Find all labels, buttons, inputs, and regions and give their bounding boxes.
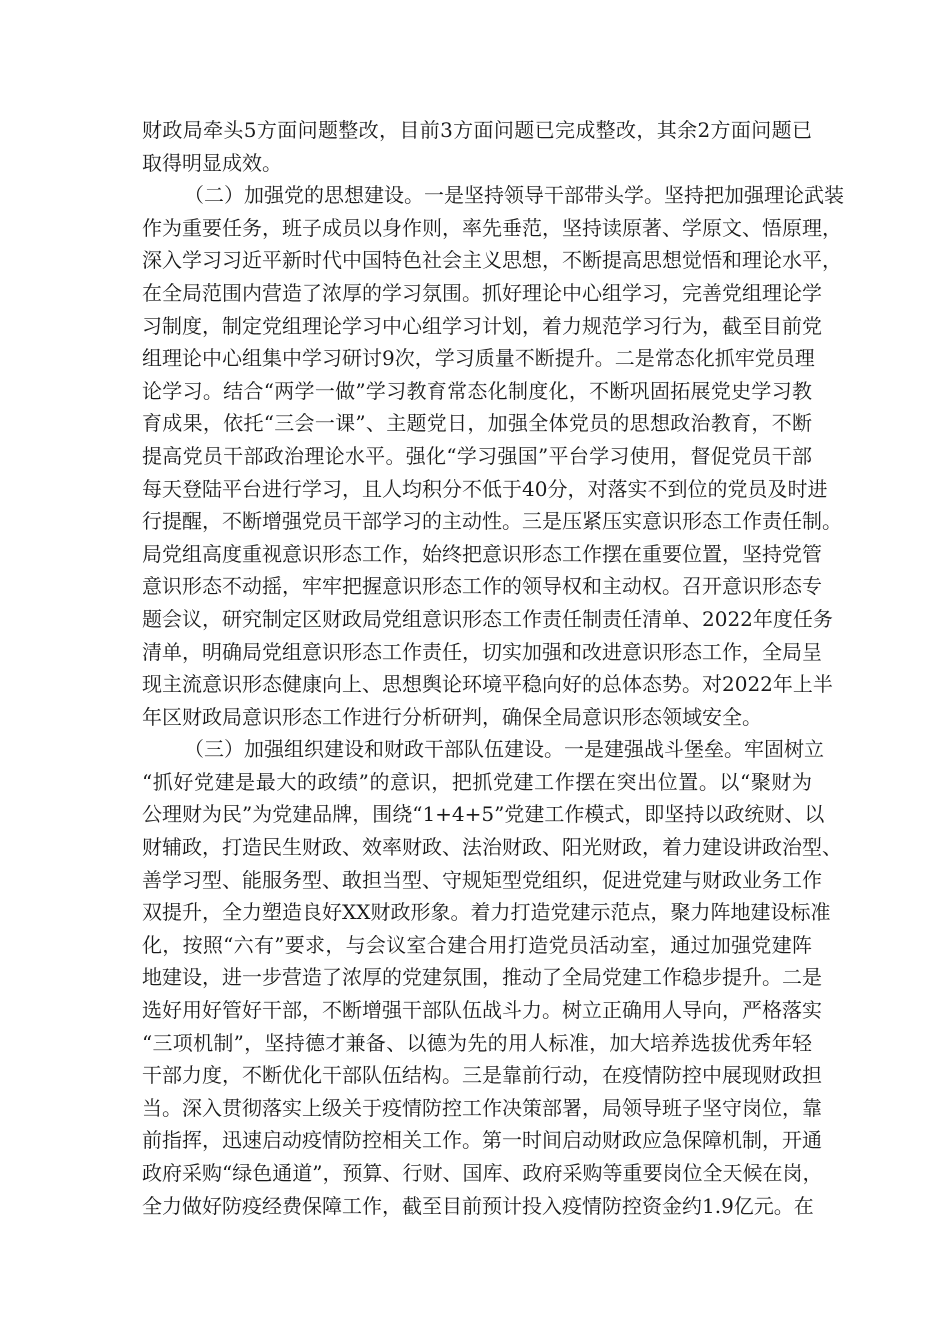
text-line: 在全局范围内营造了浓厚的学习氛围。抓好理论中心组学习，完善党组理论学 (142, 280, 822, 305)
text-line: 财辅政，打造民生财政、效率财政、法治财政、阳光财政，着力建设讲政治型、 (142, 835, 842, 860)
text-line: 全力做好防疫经费保障工作，截至目前预计投入疫情防控资金约1.9亿元。在 (142, 1193, 814, 1218)
text-line: 提高党员干部政治理论水平。强化“学习强国”平台学习使用，督促党员干部 (142, 443, 812, 468)
text-line: 育成果，依托“三会一课”、主题党日，加强全体党员的思想政治教育，不断 (142, 411, 812, 436)
text-line: 局党组高度重视意识形态工作，始终把意识形态工作摆在重要位置，坚持党管 (142, 541, 822, 566)
text-line: 深入学习习近平新时代中国特色社会主义思想，不断提高思想觉悟和理论水平， (142, 248, 842, 273)
text-line: 选好用好管好干部，不断增强干部队伍战斗力。树立正确用人导向，严格落实 (142, 998, 822, 1023)
text-line: 当。深入贯彻落实上级关于疫情防控工作决策部署，局领导班子坚守岗位，靠 (142, 1095, 822, 1120)
text-line: 善学习型、能服务型、敢担当型、守规矩型党组织，促进党建与财政业务工作 (142, 867, 822, 892)
text-line: “抓好党建是最大的政绩”的意识，把抓党建工作摆在突出位置。以“聚财为 (142, 769, 812, 794)
text-line: 行提醒，不断增强党员干部学习的主动性。三是压紧压实意识形态工作责任制。 (142, 509, 842, 534)
text-line: 年区财政局意识形态工作进行分析研判，确保全局意识形态领域安全。 (142, 704, 762, 729)
paragraph-3-start: （三）加强组织建设和财政干部队伍建设。一是建强战斗堡垒。牢固树立 (184, 737, 824, 762)
text-line: 论学习。结合“两学一做”学习教育常态化制度化，不断巩固拓展党史学习教 (142, 378, 812, 403)
text-line: 政府采购“绿色通道”，预算、行财、国库、政府采购等重要岗位全天候在岗， (142, 1161, 823, 1185)
text-line: 清单，明确局党组意识形态工作责任，切实加强和改进意识形态工作，全局呈 (142, 639, 822, 664)
document-body (142, 114, 844, 1222)
text-line: 取得明显成效。 (142, 150, 282, 175)
text-line: 地建设，进一步营造了浓厚的党建氛围，推动了全局党建工作稳步提升。二是 (142, 965, 822, 990)
text-line: 每天登陆平台进行学习，且人均积分不低于40分，对落实不到位的党员及时进 (142, 476, 828, 501)
text-line: 现主流意识形态健康向上、思想舆论环境平稳向好的总体态势。对2022年上半 (142, 672, 833, 697)
text-line: 财政局牵头5方面问题整改，目前3方面问题已完成整改，其余2方面问题已 (142, 118, 812, 142)
text-line: 题会议，研究制定区财政局党组意识形态工作责任制责任清单、2022年度任务 (142, 606, 833, 631)
text-line: 公理财为民”为党建品牌，围绕“1+4+5”党建工作模式，即坚持以政统财、以 (142, 802, 825, 827)
text-line: 组理论中心组集中学习研讨9次，学习质量不断提升。二是常态化抓牢党员理 (142, 346, 815, 371)
text-line: “三项机制”，坚持德才兼备、以德为先的用人标准，加大培养选拔优秀年轻 (142, 1030, 812, 1055)
text-line: 习制度，制定党组理论学习中心组学习计划，着力规范学习行为，截至目前党 (142, 313, 822, 338)
text-line: 干部力度，不断优化干部队伍结构。三是靠前行动，在疫情防控中展现财政担 (142, 1063, 822, 1088)
text-line: 前指挥，迅速启动疫情防控相关工作。第一时间启动财政应急保障机制，开通 (142, 1128, 822, 1153)
text-line: 作为重要任务，班子成员以身作则，率先垂范，坚持读原著、学原文、悟原理， (142, 215, 842, 240)
text-line: 双提升，全力塑造良好XX财政形象。着力打造党建示范点，聚力阵地建设标准 (142, 900, 831, 925)
paragraph-2-start: （二）加强党的思想建设。一是坚持领导干部带头学。坚持把加强理论武装 (184, 183, 844, 208)
text-line: 意识形态不动摇，牢牢把握意识形态工作的领导权和主动权。召开意识形态专 (142, 574, 822, 599)
text-line: 化，按照“六有”要求，与会议室合建合用打造党员活动室，通过加强党建阵 (142, 932, 812, 957)
